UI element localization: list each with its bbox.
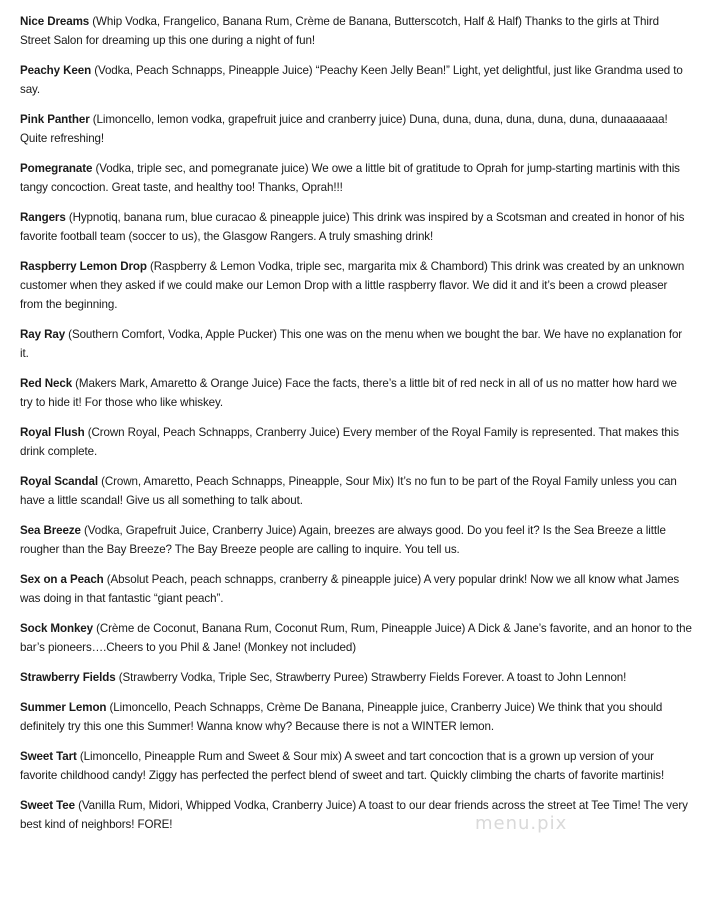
drink-description: (Strawberry Vodka, Triple Sec, Strawberry Puree) Strawberry Fields Forever. A toast to John Lennon! [115,671,627,684]
menu-entry-red-neck [20,374,692,412]
menu-entry-pomegranate [20,159,692,197]
drink-name: Pomegranate [20,162,93,175]
drink-description: (Vodka, Peach Schnapps, Pineapple Juice) “Peachy Keen Jelly Bean!” Light, yet delightful, just like Grandma used to say. [20,64,683,96]
drink-name: Summer Lemon [20,701,107,714]
menu-entry-sock-monkey [20,619,692,657]
menu-entry-sweet-tart [20,747,692,785]
drink-name: Royal Scandal [20,475,98,488]
drink-description: (Crown, Amaretto, Peach Schnapps, Pineapple, Sour Mix) It’s no fun to be part of the Royal Family unless you can have a little scandal! Give us all something to talk about. [20,475,677,507]
drink-name: Pink Panther [20,113,90,126]
drink-name: Nice Dreams [20,15,90,28]
drink-description: (Vodka, Grapefruit Juice, Cranberry Juice) Again, breezes are always good. Do you feel it? Is the Sea Breeze a little rougher than the Bay Breeze? The Bay Breeze people are calling to inquire. You tell us. [20,524,666,556]
menu-entry-sex-on-a-peach [20,570,692,608]
menu-entry-summer-lemon [20,698,692,736]
drink-description: (Absolut Peach, peach schnapps, cranberry & pineapple juice) A very popular drink! Now we all know what James was doing in that fantastic “giant peach”. [20,573,680,605]
drink-name: Rangers [20,211,66,224]
drink-description: (Raspberry & Lemon Vodka, triple sec, margarita mix & Chambord) This drink was created by an unknown customer when they asked if we could make our Lemon Drop with a little raspberry flavor. We did it and it’s been a crowd pleaser from the beginning. [20,260,685,311]
drink-description: (Makers Mark, Amaretto & Orange Juice) Face the facts, there’s a little bit of red neck in all of us no matter how hard we try to hide it! For those who like whiskey. [20,377,677,409]
menu-entry-pink-panther [20,110,692,148]
drink-description: (Limoncello, Pineapple Rum and Sweet & Sour mix) A sweet and tart concoction that is a grown up version of your favorite childhood candy! Ziggy has perfected the perfect blend of sweet and tart. Quickly climbing the charts of favorite martinis! [20,750,665,782]
menu-entry-royal-scandal [20,472,692,510]
drink-name: Royal Flush [20,426,85,439]
drink-description: (Whip Vodka, Frangelico, Banana Rum, Crème de Banana, Butterscotch, Half & Half) Thanks to the girls at Third Street Salon for dreaming up this one during a night of fun! [20,15,659,47]
drink-name: Red Neck [20,377,73,390]
drink-description: (Hypnotiq, banana rum, blue curacao & pineapple juice) This drink was inspired by a Scotsman and created in honor of his favorite football team (soccer to us), the Glasgow Rangers. A truly smashing drink! [20,211,685,243]
menu-entry-royal-flush [20,423,692,461]
menu-entry-raspberry-lemon-drop [20,257,692,314]
menu-entry-ray-ray [20,325,692,363]
drink-description: (Vodka, triple sec, and pomegranate juice) We owe a little bit of gratitude to Oprah for jump-starting martinis with this tangy concoction. Great taste, and healthy too! Thanks, Oprah!!! [20,162,680,194]
drink-name: Sweet Tart [20,750,77,763]
drink-description: (Vanilla Rum, Midori, Whipped Vodka, Cranberry Juice) A toast to our dear friends across the street at Tee Time! The very best kind of neighbors! FORE! [20,799,688,831]
drink-name: Ray Ray [20,328,66,341]
drink-name: Raspberry Lemon Drop [20,260,147,273]
drink-description: (Crème de Coconut, Banana Rum, Coconut Rum, Rum, Pineapple Juice) A Dick & Jane’s favorite, and an honor to the bar’s pioneers….Cheers to you Phil & Jane! (Monkey not included) [20,622,692,654]
drink-description: (Southern Comfort, Vodka, Apple Pucker) This one was on the menu when we bought the bar. We have no explanation for it. [20,328,683,360]
menu-entry-sea-breeze [20,521,692,559]
menu-entry-sweet-tee [20,796,692,834]
drink-name: Sweet Tee [20,799,75,812]
menu-document [20,12,692,845]
drink-name: Strawberry Fields [20,671,116,684]
menu-entry-nice-dreams [20,12,692,50]
drink-name: Sea Breeze [20,524,81,537]
drink-description: (Limoncello, Peach Schnapps, Crème De Banana, Pineapple juice, Cranberry Juice) We think that you should definitely try this one this Summer! Wanna know why? Because there is not a WINTER lemon. [20,701,663,733]
watermark: menu.pix [475,813,568,834]
drink-description: (Crown Royal, Peach Schnapps, Cranberry Juice) Every member of the Royal Family is represented. That makes this drink complete. [20,426,679,458]
drink-description: (Limoncello, lemon vodka, grapefruit juice and cranberry juice) Duna, duna, duna, duna, duna, duna, dunaaaaaaa! Quite refreshing! [20,113,668,145]
menu-entry-peachy-keen [20,61,692,99]
menu-entry-strawberry-fields [20,668,692,687]
menu-entry-rangers [20,208,692,246]
drink-name: Sex on a Peach [20,573,104,586]
drink-name: Peachy Keen [20,64,92,77]
drink-name: Sock Monkey [20,622,93,635]
